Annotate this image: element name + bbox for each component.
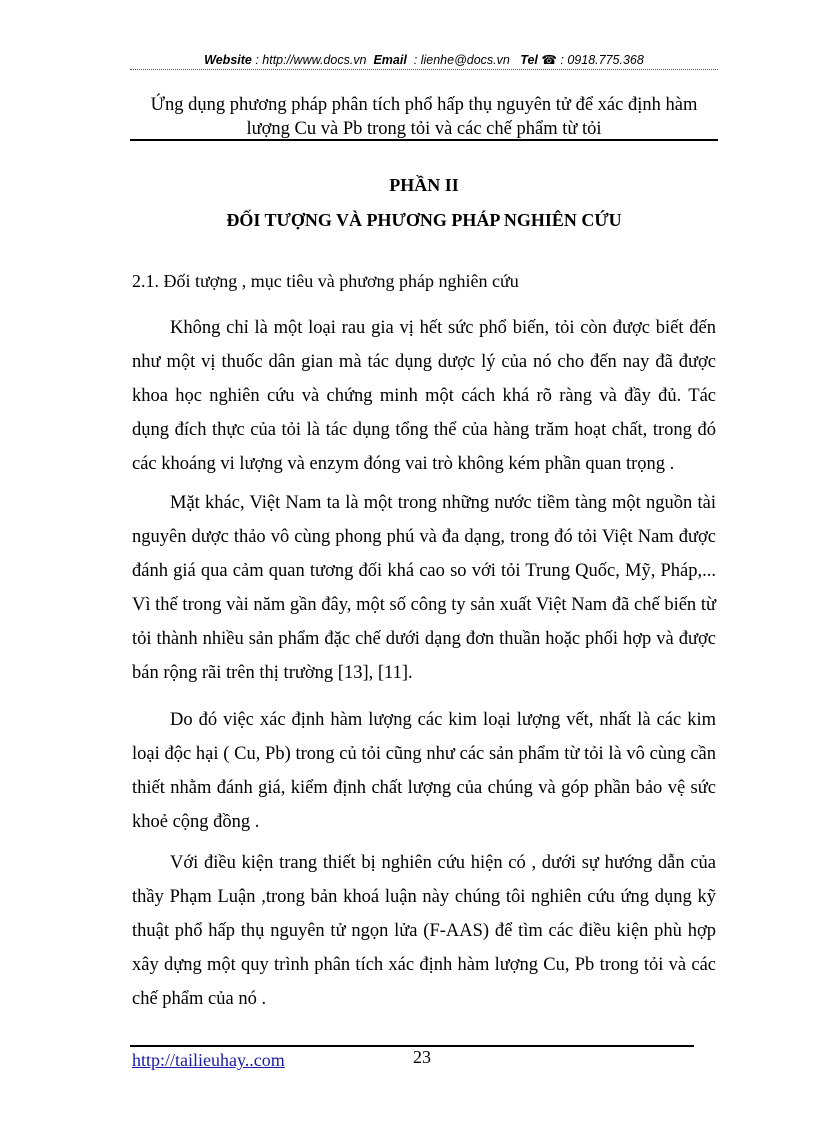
body-paragraph-1: Không chỉ là một loại rau gia vị hết sức phổ biến, tỏi còn được biết đến như một vị thuốc dân gian mà tác dụng dược lý của nó cho đến nay đã được khoa học nghiên cứu và chứng minh một cách khá rõ ràng và đầy đủ. Tác dụng đích thực của tỏi là tác dụng tổng thể của hàng trăm hoạt chất, trong đó các khoáng vi lượng và enzym đóng vai trò không kém phần quan trọng . [132, 318, 716, 474]
part-heading: PHẦN II [389, 175, 459, 195]
email-label: Email [373, 53, 407, 67]
section-heading: 2.1. Đối tượng , mục tiêu và phương pháp nghiên cứu [132, 271, 519, 291]
body-paragraph-4: Với điều kiện trang thiết bị nghiên cứu hiện có , dưới sự hướng dẫn của thầy Phạm Luận ,trong bản khoá luận này chúng tôi nghiên cứu ứng dụng kỹ thuật phổ hấp thụ nguyên tử ngọn lửa (F-AAS) để tìm các điều kiện phù hợp xây dựng một quy trình phân tích xác định hàm lượng Cu, Pb trong tỏi và các chế phẩm của nó . [132, 853, 716, 1009]
document-title-line-2: lượng Cu và Pb trong tỏi và các chế phẩm từ tỏi [246, 119, 602, 139]
site-contact-header [130, 52, 718, 70]
page-number: 23 [413, 1047, 431, 1067]
document-title [130, 93, 718, 141]
part-subtitle: ĐỐI TƯỢNG VÀ PHƯƠNG PHÁP NGHIÊN CỨU [226, 210, 622, 230]
body-paragraph-2: Mặt khác, Việt Nam ta là một trong những nước tiềm tàng một nguồn tài nguyên dược thảo vô cùng phong phú và đa dạng, trong đó tỏi Việt Nam được đánh giá qua cảm quan tương đối khá cao so với tỏi Trung Quốc, Mỹ, Pháp,... Vì thế trong vài năm gần đây, một số công ty sản xuất Việt Nam đã chế biến từ tỏi thành nhiều sản phẩm đặc chế dưới dạng đơn thuần hoặc phối hợp và được bán rộng rãi trên thị trường [13], [11]. [132, 493, 716, 683]
tel-value: : 0918.775.368 [560, 53, 644, 67]
website-label: Website [204, 53, 252, 67]
header-divider [130, 69, 718, 70]
footer-link[interactable]: http://tailieuhay..com [132, 1050, 285, 1070]
title-divider [130, 139, 718, 141]
document-title-line-1: Ứng dụng phương pháp phân tích phổ hấp thụ nguyên tử để xác định hàm [150, 95, 698, 115]
email-value[interactable]: : lienhe@docs.vn [413, 53, 510, 67]
body-paragraph-3: Do đó việc xác định hàm lượng các kim loại lượng vết, nhất là các kim loại độc hại ( Cu, Pb) trong củ tỏi cũng như các sản phẩm từ tỏi là vô cùng cần thiết nhằm đánh giá, kiểm định chất lượng của chúng và góp phần bảo vệ sức khoẻ cộng đồng . [132, 710, 716, 832]
tel-label: Tel ☎ [520, 53, 557, 67]
website-value[interactable]: : http://www.docs.vn [255, 53, 367, 67]
footer-divider [130, 1045, 694, 1047]
